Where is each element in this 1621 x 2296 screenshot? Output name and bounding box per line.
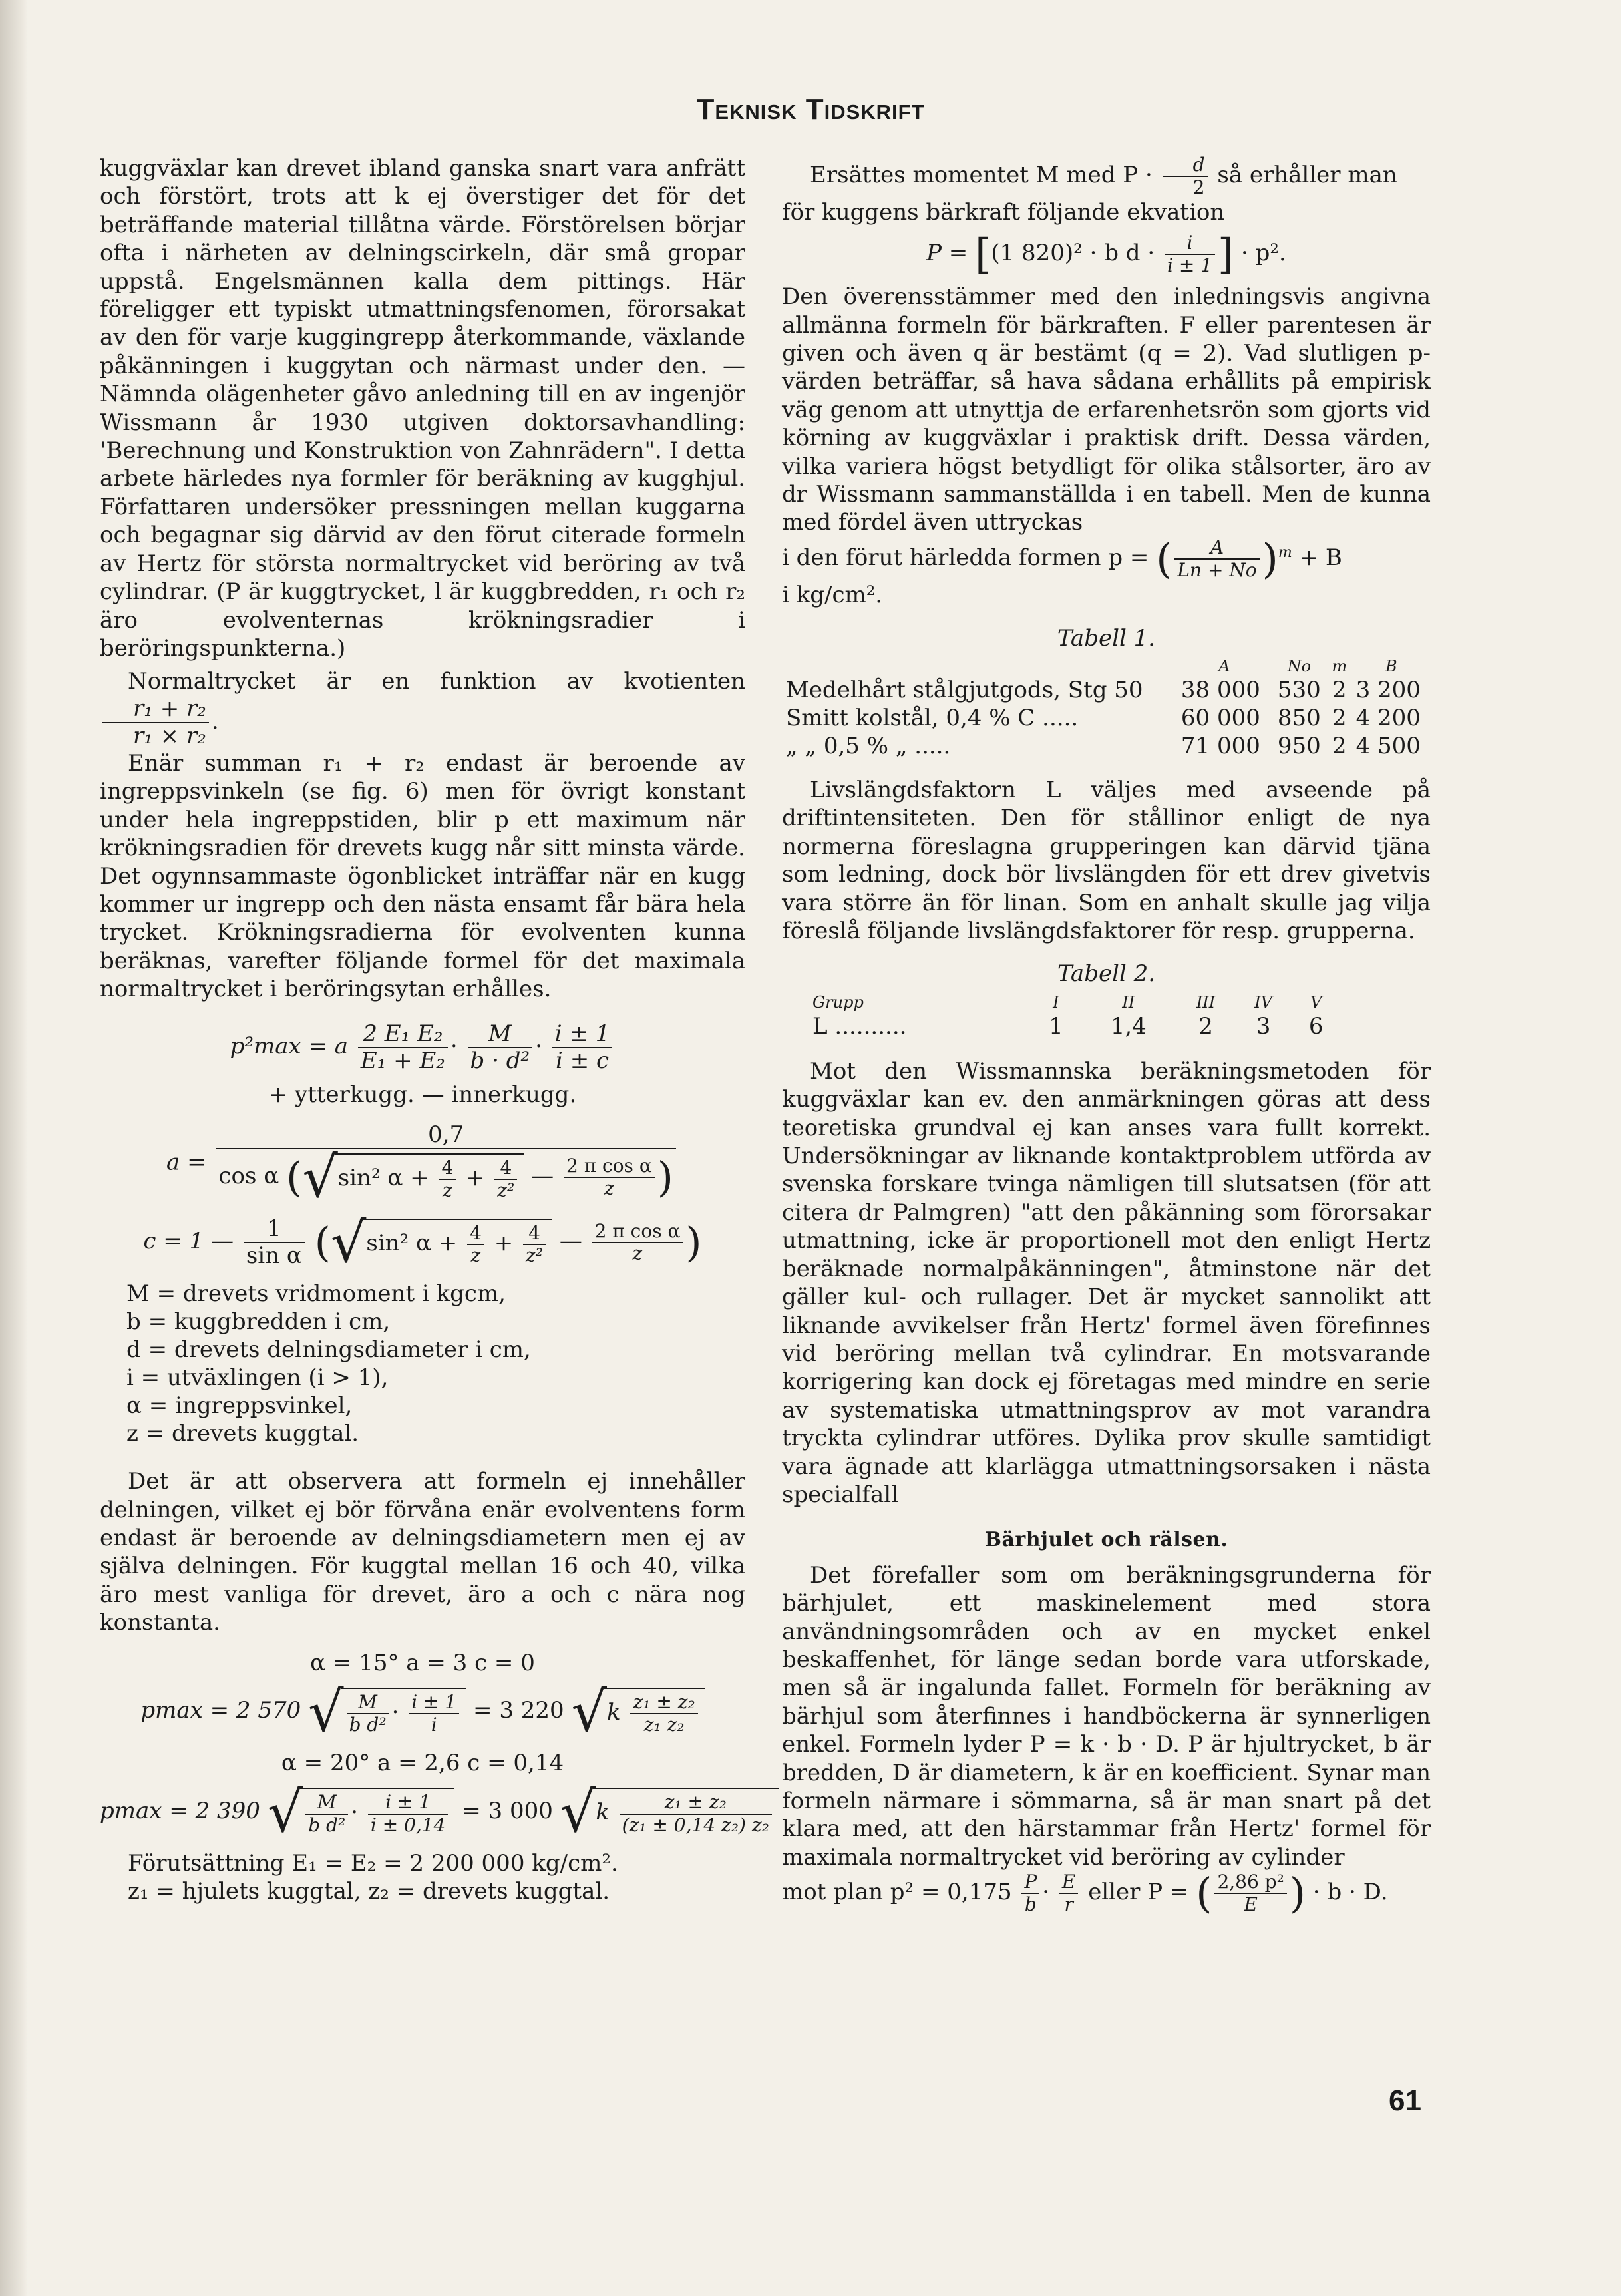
paragraph: Den överensstämmer med den inledningsvis angivna allmänna formeln för bärkraften. F eller parentesen är given och även q är bestämt (q = 2). Vad slutligen p-värden beträffar, så hava sådana erhållits på empirisk väg genom att utnyttja de erfarenhetsrön som gjorts vid körning av kuggväxlar i praktisk drift. Dessa värden, vilka variera högst betydligt för olika stålsorter, äro av dr Wissmann sammanställda i en tabell. Men de kunna med fördel även uttryckas (782, 284, 1431, 536)
table-cell: Medelhårt stålgjutgods, Stg 50 (786, 677, 1143, 703)
paragraph: Mot den Wissmannska beräkningsmetoden för kuggväxlar kan ev. den anmärkningen göras att dess teoretiska grundval ej kan anses vara fullt korrekt. Undersökningar av liknande kontaktproblem utförda av svenska forskare tvinga nämligen till slutsatsen (för att citera dr Palmgren) "att den påkänning som förorsakar utmattning, icke är proportionell mot den enligt Hertz beräknade normalpåkänningen", åtminstone när det gäller kul- och rullager. Det är mycket sannolikt att liknande avvikelser från Hertz' formel även förefinnes vid beröring mellan två cylindrar. En motsvarande korrigering kan dock ej företagas med mindre en serie av systematiska utmattningsprov av mot varandra tryckta cylindrar utföres. Dylika prov skulle samtidigt vara ägnade att klarlägga utmattningsorsaken i nästa specialfall (782, 1057, 1431, 1508)
table-header: I (1053, 992, 1059, 1012)
fraction (552, 1021, 613, 1074)
denominator: r₁ × r₂ (133, 722, 206, 749)
denominator: sin α (246, 1243, 302, 1270)
table-header: No (1287, 657, 1312, 675)
denominator: cos α (√sin² α + $\frac{4}{z}$ + $\frac{4}{\text{z²}}$ — $\frac{\text{2 π cos α}}{z}$ ) (218, 1145, 673, 1211)
fraction (468, 1021, 533, 1074)
denominator: r (1064, 1893, 1073, 1916)
numerator: 2 E₁ E₂ (358, 1021, 448, 1048)
cos-alpha: cos α (218, 1163, 279, 1190)
sqrt-radicand (604, 1688, 705, 1736)
denominator: z₁ z₂ (643, 1714, 685, 1736)
fraction (592, 1221, 683, 1264)
table-cell: 4 500 (1355, 733, 1421, 759)
numerator: M (468, 1021, 533, 1048)
fraction (494, 1157, 517, 1201)
definition-item: α = ingreppsvinkel, (126, 1392, 353, 1420)
table-cell: 850 (1277, 705, 1321, 731)
fraction (409, 1692, 459, 1736)
text: Ersättes momentet M med P · (810, 162, 1153, 189)
paragraph-moment (782, 154, 1431, 198)
table-header: B (1385, 657, 1397, 675)
numerator: i ± 1 (409, 1692, 459, 1714)
table-row (809, 1012, 1341, 1040)
fraction (102, 696, 209, 749)
definition-item: b = kuggbredden i cm, (126, 1308, 391, 1336)
table-cell: L .......... (812, 1012, 907, 1040)
formula-lhs: p²max = a (230, 1032, 349, 1059)
denominator: 2 (1192, 176, 1205, 199)
formula-lhs: pmax = 2 570 (140, 1697, 301, 1724)
table-cell: 1,4 (1110, 1012, 1147, 1040)
table-cell: 71 000 (1180, 733, 1260, 759)
numerator: P (1021, 1871, 1039, 1894)
table-header: III (1196, 992, 1216, 1012)
fraction (1174, 537, 1259, 581)
sqrt-sign: √ (560, 1779, 596, 1845)
table-cell: 2 (1332, 733, 1347, 759)
sqrt-sign: √ (330, 1210, 367, 1276)
fraction (1214, 1871, 1286, 1915)
scan-binding-edge (0, 0, 28, 2296)
formula-c: c = 1 — $\frac{1}{\text{sin α}}$ (√sin² α + $\frac{4}{z}$ + $\frac{4}{\text{z²}}$ — $\frac{\text{2 π cos α}}{z}$ ) (143, 1210, 702, 1276)
exponent: m (1278, 544, 1292, 561)
numerator: M (305, 1792, 348, 1814)
coefficient: k (596, 1799, 610, 1826)
sqrt-sign: √ (571, 1679, 608, 1745)
table-header: A (1218, 657, 1230, 675)
paragraph-line: för kuggens bärkraft följande ekvation (782, 199, 1225, 226)
denominator: i ± 0,14 (370, 1814, 446, 1836)
numerator: 4 (523, 1223, 546, 1245)
formula-lhs: c = 1 — (143, 1228, 234, 1255)
fraction (439, 1157, 456, 1201)
page-number: 61 (1389, 2084, 1421, 2117)
denominator: z (632, 1243, 643, 1265)
table-cell: 38 000 (1180, 677, 1260, 703)
sqrt-radicand: sin² α + $\frac{4}{z}$ + $\frac{4}{\text{z²}}$ (363, 1219, 552, 1266)
formula-a (100, 1121, 745, 1211)
formula-pmax-20 (100, 1779, 769, 1845)
table-caption: Tabell 1. (1057, 624, 1156, 652)
table-row (782, 704, 1431, 732)
table-row (782, 732, 1431, 760)
term: sin² α + (366, 1230, 458, 1257)
text: + B (1299, 544, 1342, 571)
numerator: 2,86 p² (1214, 1871, 1286, 1894)
table-header: Grupp (812, 992, 864, 1012)
paragraph: Det är att observera att formeln ej innehåller delningen, vilket ej bör förvåna enär evolventens form endast är beroende av delningsdiametern men ej av själva delningen. För kuggtal mellan 16 och 40, vilka äro mest vanliga för drevet, äro a och c nära nog konstanta. (100, 1468, 745, 1636)
sqrt-radicand: $\frac{M}{\text{b d²}}$ · $\frac{i \pm 1}{i}$ (341, 1688, 466, 1736)
numerator: i ± 1 (552, 1021, 613, 1048)
denominator: (z₁ ± 0,14 z₂) z₂ (622, 1814, 769, 1836)
numerator: M (347, 1692, 389, 1714)
table-cell: 60 000 (1180, 705, 1260, 731)
numerator: d (1163, 154, 1208, 177)
denominator: b d² (308, 1814, 346, 1836)
condition-line: Förutsättning E₁ = E₂ = 2 200 000 kg/cm². (128, 1849, 618, 1877)
formula-pmax-15 (100, 1679, 745, 1745)
left-column (100, 154, 769, 1905)
formula-note: + ytterkugg. — innerkugg. (268, 1081, 577, 1108)
denominator: E (1244, 1893, 1258, 1916)
sqrt-radicand (593, 1788, 779, 1835)
table-cell: 950 (1277, 733, 1321, 759)
text: mot plan p² = 0,175 (782, 1879, 1012, 1906)
numerator: E (1059, 1871, 1078, 1894)
definition-item: d = drevets delningsdiameter i cm, (126, 1336, 531, 1364)
numerator: z₁ ± z₂ (630, 1692, 697, 1714)
table-cell: 1 (1049, 1012, 1063, 1040)
coefficient: k (607, 1699, 621, 1726)
text: · b · D. (1312, 1879, 1388, 1906)
definition-list (100, 1280, 745, 1447)
term: sin² α + (337, 1165, 429, 1192)
numerator: i ± 1 (368, 1792, 449, 1814)
table-cell: 3 (1256, 1012, 1271, 1040)
formula-lhs: pmax = 2 390 (100, 1797, 260, 1824)
denominator: b d² (349, 1714, 387, 1736)
denominator: b (1024, 1893, 1037, 1916)
paragraph-formula-line: i den förut härledda formen p = ( $\frac{A}{Ln + No}$ )$^m$ + B (782, 534, 1342, 583)
numerator: r₁ + r₂ (102, 696, 209, 723)
numerator: 4 (494, 1157, 517, 1180)
text: så erhåller man (1217, 162, 1397, 189)
table-cell: 3 200 (1355, 677, 1421, 703)
definition-item: i = utväxlingen (i > 1), (126, 1364, 389, 1392)
sqrt-radicand: sin² α + $\frac{4}{z}$ + $\frac{4}{\text{z²}}$ (335, 1153, 524, 1201)
paragraph: Det förefaller som om beräkningsgrunderna för bärhjulet, ett maskinelement med stora användningsområden och av en mycket enkel beskaffenhet, för länge sedan borde vara utforskade, men så är ingalunda fallet. Formeln för beräkning av bärhjul som återfinnes i handböckerna är synnerligen enkel. Formeln lyder P = k · b · D. P är hjultrycket, b är bredden, D är diametern, k är en koefficient. Synar man formeln närmare i sömmarna, så är man snart på det klara med, att den härstammar från Hertz' formel för maximala normaltrycket vid beröring av cylinder (782, 1561, 1431, 1871)
paragraph-quotient: Normaltrycket är en funktion av kvotienten $\frac{\text{r₁ + r₂}}{\text{r₁ × r₂}}$ . (100, 668, 745, 749)
table-header: II (1122, 992, 1135, 1012)
denominator: Ln + No (1177, 559, 1257, 581)
paragraph: kuggväxlar kan drevet ibland ganska snart vara anfrätt och förstört, trots att k ej överstiger det för det beträffande material tillåtna värde. Förstörelsen börjar ofta i närheten av delningscirkeln, där små gropar uppstå. Engelsmännen kalla dem pittings. Här föreligger ett typiskt utmattningsfenomen, förorsakat av den för varje kuggingrepp återkommande, växlande påkänningen i kuggytan och närmast under den. — Nämnda olägenheter gåvo anledning till en av ingenjör Wissmann år 1930 utgiven doktorsavhandling: 'Berechnung und Konstruktion von Zahnrädern". I detta arbete härledes nya formler för beräkning av kugghjul. Författaren undersöker pressningen mellan kuggarna och begagnar sig därvid av den förut citerade formeln av Hertz för största normaltrycket vid beröring av två cylindrar. (P är kuggtrycket, l är kuggbredden, r₁ och r₂ äro evolventernas krökningsradier i beröringspunkterna.) (100, 155, 745, 662)
table-2 (809, 992, 1341, 1040)
numerator: 2 π cos α (592, 1221, 683, 1243)
numerator: 1 (244, 1216, 305, 1243)
fraction (244, 1216, 305, 1269)
table-cell: „ „ 0,5 % „ ..... (786, 733, 951, 759)
table-row (782, 676, 1431, 704)
denominator: i (431, 1714, 437, 1736)
formula-lhs: P = (926, 239, 968, 266)
table-cell: 6 (1308, 1012, 1324, 1040)
numerator: i (1165, 232, 1215, 255)
formula-tail: · p². (1241, 239, 1286, 266)
definition-item: z = drevets kuggtal. (126, 1420, 359, 1447)
table-header-row (782, 656, 1431, 676)
table-1 (782, 656, 1431, 760)
section-heading: Bärhjulet och rälsen. (984, 1528, 1228, 1552)
table-header (782, 656, 1177, 676)
table-cell: 2 (1332, 677, 1347, 703)
table-cell: 2 (1198, 1012, 1213, 1040)
case-values-20: α = 20° a = 2,6 c = 0,14 (281, 1750, 564, 1777)
formula-term: (1 820)² · b d · (991, 239, 1155, 266)
condition-line: z₁ = hjulets kuggtal, z₂ = drevets kuggtal. (128, 1877, 610, 1905)
fraction (1021, 1871, 1039, 1915)
formula-pmax: p²max = a $\frac{\text{2 E₁ E₂}}{\text{E₁ + E₂}}$ · $\frac{M}{\text{b · d²}}$ · $\frac{i \pm 1}{i \pm c}$ (100, 1021, 745, 1074)
sqrt-sign: √ (308, 1679, 344, 1745)
fraction (368, 1792, 449, 1835)
paragraph: Livslängdsfaktorn L väljes med avseende på driftintensiteten. Den för stållinor enligt de nya normerna föreslagna grupperingen kan därvid tjäna som ledning, dock bör livslängden för ett drev givetvis vara större än för linan. Som en anhalt skulle jag vilja föreslå följande livslängdsfaktorer för resp. grupperna. (782, 777, 1431, 945)
text: i den förut härledda formen p = (782, 544, 1149, 571)
table-header: IV (1254, 992, 1273, 1012)
fraction (216, 1121, 676, 1211)
formula-lhs: a = (166, 1149, 206, 1176)
paragraph-line: i kg/cm². (782, 582, 883, 609)
running-header: Teknisk Tidskrift (696, 93, 925, 126)
table-caption: Tabell 2. (1057, 960, 1156, 988)
fraction (358, 1021, 448, 1074)
numerator: 2 π cos α (564, 1155, 655, 1178)
case-values-15: α = 15° a = 3 c = 0 (310, 1649, 535, 1676)
sqrt-sign: √ (267, 1779, 303, 1845)
denominator: E₁ + E₂ (360, 1047, 445, 1074)
numerator: A (1174, 537, 1259, 560)
fraction (564, 1155, 655, 1199)
denominator: b · d² (470, 1047, 530, 1074)
fraction (1165, 232, 1215, 276)
denominator: z² (526, 1244, 544, 1267)
numerator: z₁ ± z₂ (620, 1792, 772, 1814)
formula-bearing-force: P = [(1 820)² · b d · $\frac{i}{i \pm 1}$ ] · p². (926, 229, 1286, 278)
text: eller P = (1088, 1879, 1189, 1906)
denominator: i ± 1 (1167, 254, 1213, 276)
fraction (620, 1792, 772, 1835)
table-header: m (1332, 657, 1348, 675)
fraction (305, 1792, 348, 1835)
denominator: z (470, 1244, 481, 1267)
denominator: i ± c (556, 1047, 610, 1074)
table-cell: 2 (1332, 705, 1347, 731)
formula-mid: = 3 000 (462, 1797, 553, 1824)
table-cell: 530 (1277, 677, 1321, 703)
right-column (782, 154, 1431, 1916)
paragraph: Enär summan r₁ + r₂ endast är beroende av ingreppsvinkeln (se fig. 6) men för övrigt konstant under hela ingreppstiden, blir p ett maximum när krökningsradien för drevets kugg når sitt minsta värde. Det ogynnsammaste ögonblicket inträffar när en kugg kommer ur ingrepp och den nästa ensamt får bära hela trycket. Krökningsradierna för evolventen kunna beräknas, varefter följande formel för det maximala normaltrycket i beröringsytan erhålles. (100, 749, 745, 1003)
fraction (523, 1223, 546, 1266)
table-header-row (809, 992, 1341, 1012)
table-header: V (1310, 992, 1322, 1012)
fraction (1163, 154, 1208, 198)
denominator: z (604, 1177, 614, 1200)
text: Normaltrycket är en funktion av kvotienten (128, 668, 745, 695)
fraction (347, 1692, 389, 1736)
sqrt-sign: √ (302, 1145, 338, 1211)
numerator: 0,7 (216, 1122, 676, 1149)
definition-item: M = drevets vridmoment i kgcm, (126, 1280, 506, 1308)
formula-mid: = 3 220 (473, 1697, 564, 1724)
paragraph-formula-line: mot plan p² = 0,175 $\frac{P}{b}$ · $\frac{E}{r}$ eller P = ( $\frac{\text{2,86 p²}}{E}$ ) · b · D. (782, 1869, 1388, 1918)
table-cell: 4 200 (1355, 705, 1421, 731)
fraction (1059, 1871, 1078, 1915)
fraction (630, 1692, 697, 1736)
denominator: z (442, 1179, 452, 1202)
denominator: z² (497, 1179, 515, 1202)
numerator: 4 (439, 1157, 456, 1180)
numerator: 4 (467, 1223, 484, 1245)
fraction (467, 1223, 484, 1266)
sqrt-radicand: $\frac{M}{\text{b d²}}$ · $\frac{i \pm 1}{i \pm 0,14}$ (300, 1788, 454, 1835)
table-cell: Smitt kolstål, 0,4 % C ..... (786, 705, 1079, 731)
